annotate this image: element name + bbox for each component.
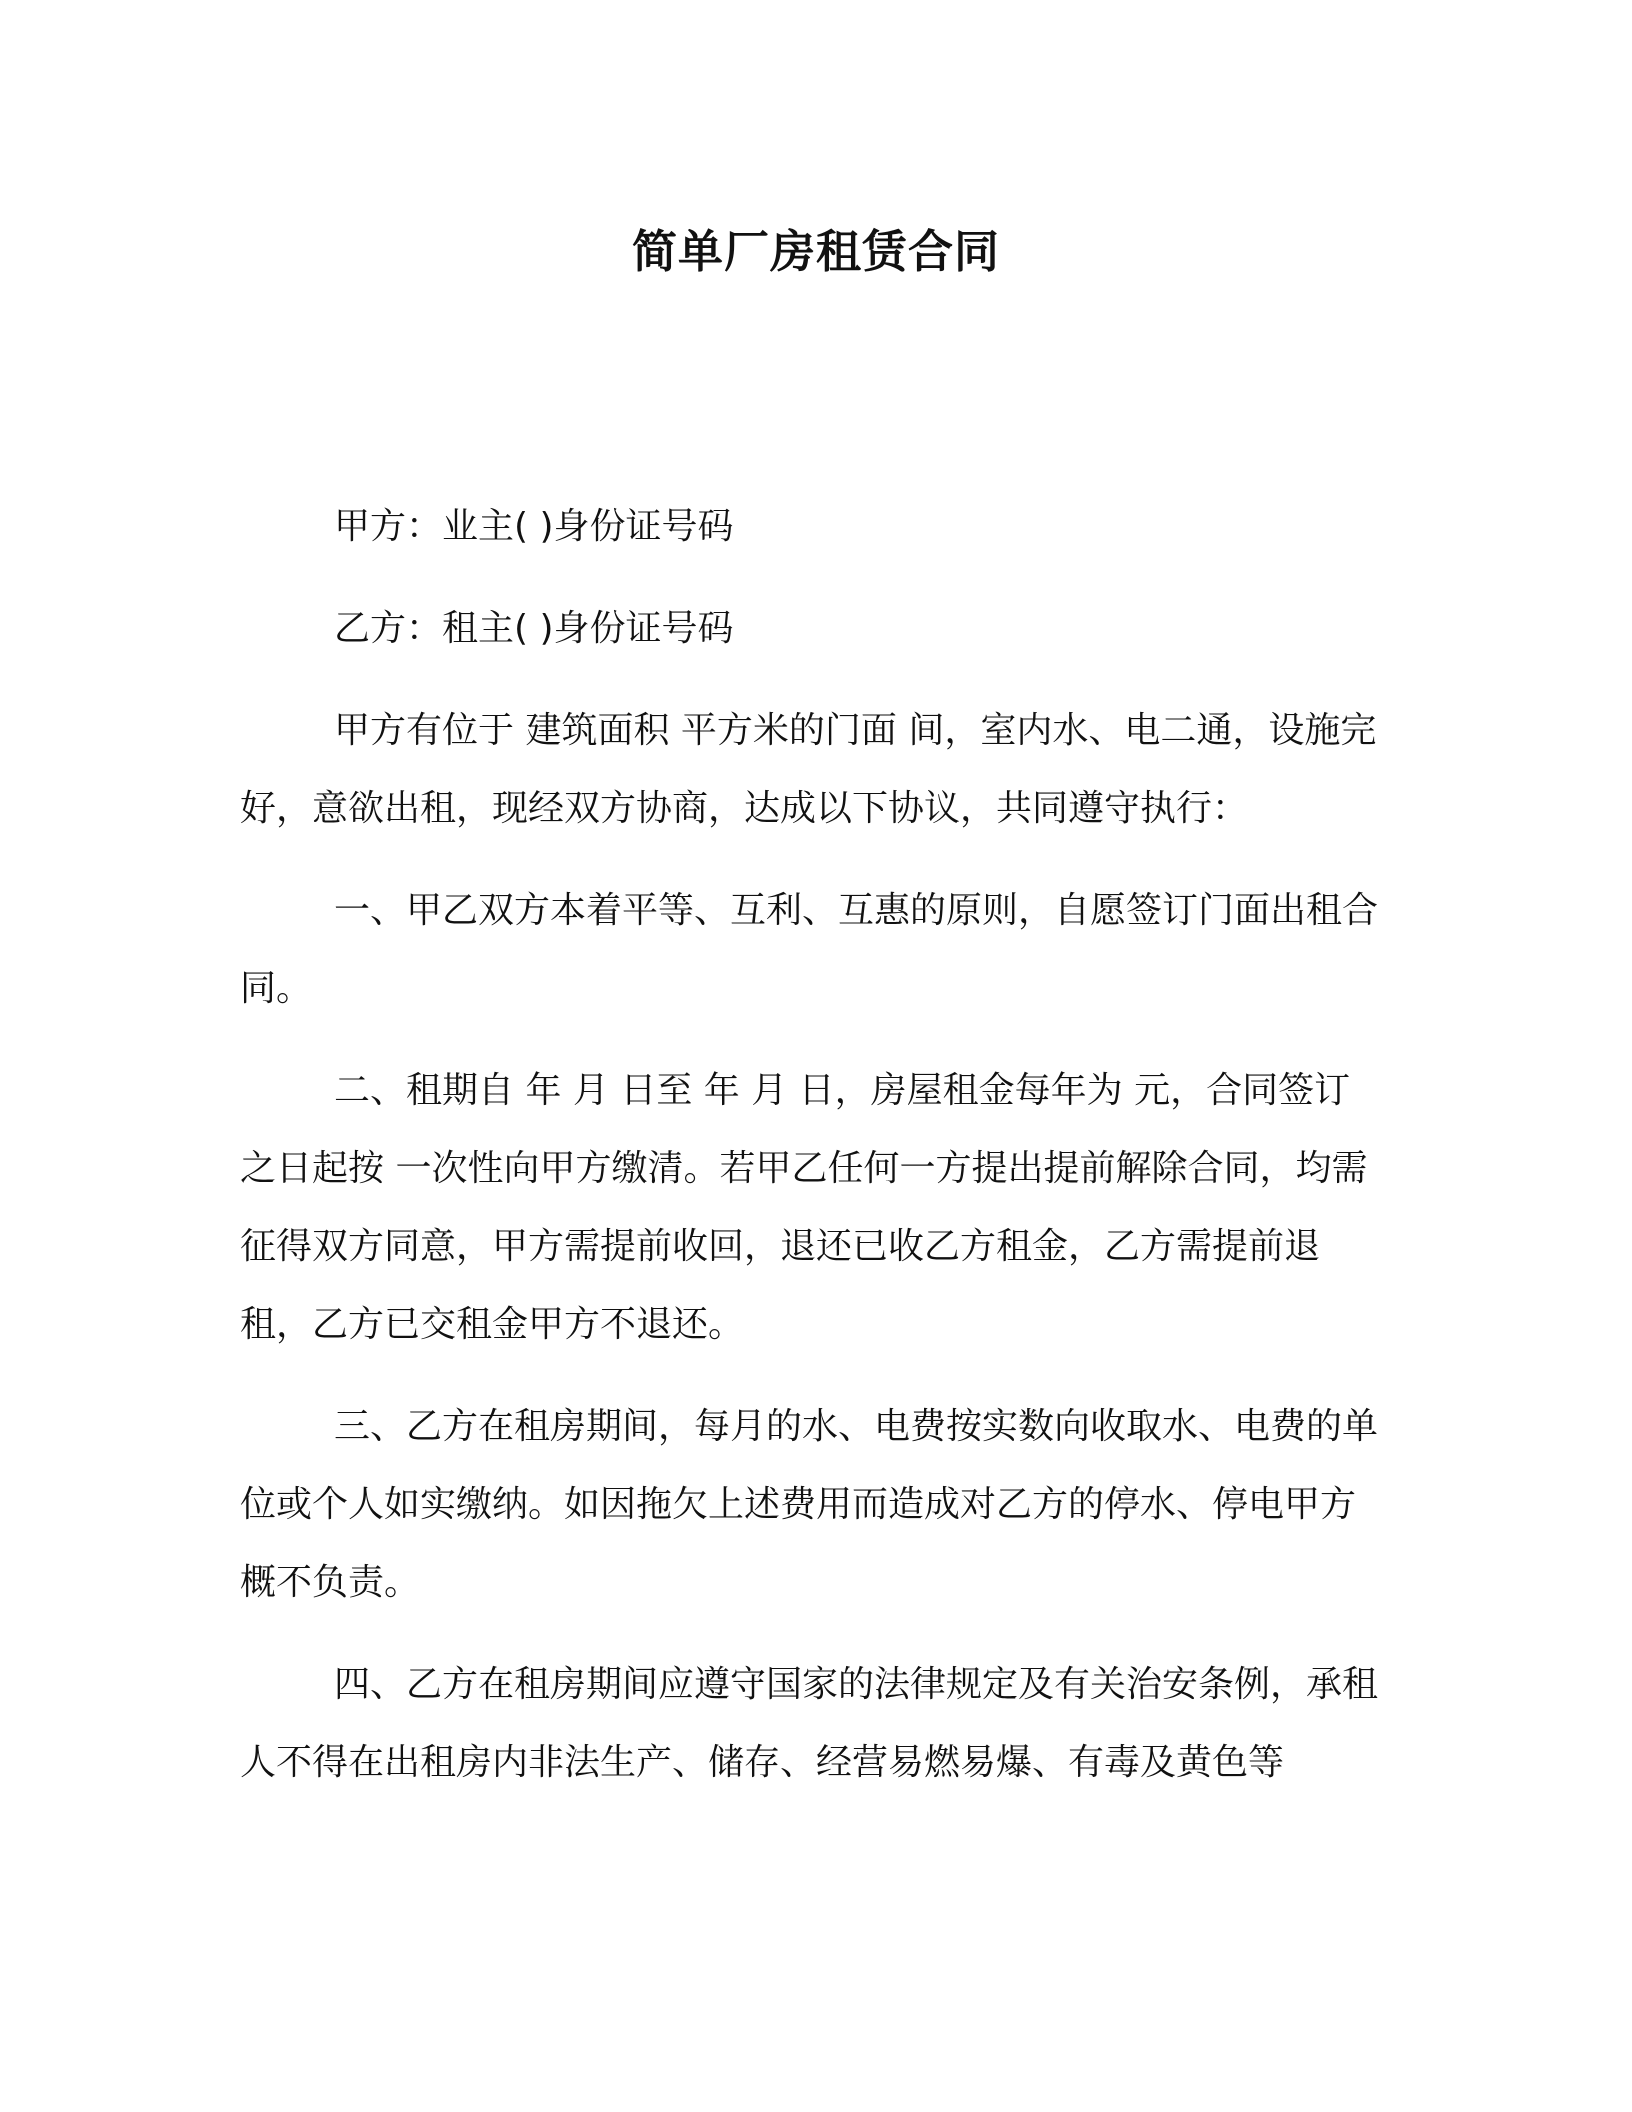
preamble-paragraph: 甲方有位于 建筑面积 平方米的门面 间，室内水、电二通，设施完好，意欲出租，现经双方协商，达成以下协议，共同遵守执行： (240, 710, 1377, 829)
party-a-line: 甲方：业主( )身份证号码 (334, 506, 734, 547)
clause-1-paragraph: 一、甲乙双方本着平等、互利、互惠的原则，自愿签订门面出租合同。 (240, 890, 1379, 1009)
clause-4-paragraph: 四、乙方在租房期间应遵守国家的法律规定及有关治安条例，承租人不得在出租房内非法生产、储存、经营易燃易爆、有毒及黄色等 (240, 1664, 1379, 1783)
party-b-line: 乙方：租主( )身份证号码 (334, 608, 734, 649)
document-body (240, 488, 1380, 1826)
clause-3-paragraph: 三、乙方在租房期间，每月的水、电费按实数向收取水、电费的单位或个人如实缴纳。如因拖欠上述费用而造成对乙方的停水、停电甲方概不负责。 (240, 1406, 1379, 1603)
document-title: 简单厂房租赁合同 (631, 225, 1000, 278)
clause-2-paragraph: 二、租期自 年 月 日至 年 月 日，房屋租金每年为 元，合同签订之日起按 一次性向甲方缴清。若甲乙任何一方提出提前解除合同，均需征得双方同意，甲方需提前收回，退还已收乙方租金，乙方需提前退租，乙方已交租金甲方不退还。 (240, 1070, 1368, 1345)
